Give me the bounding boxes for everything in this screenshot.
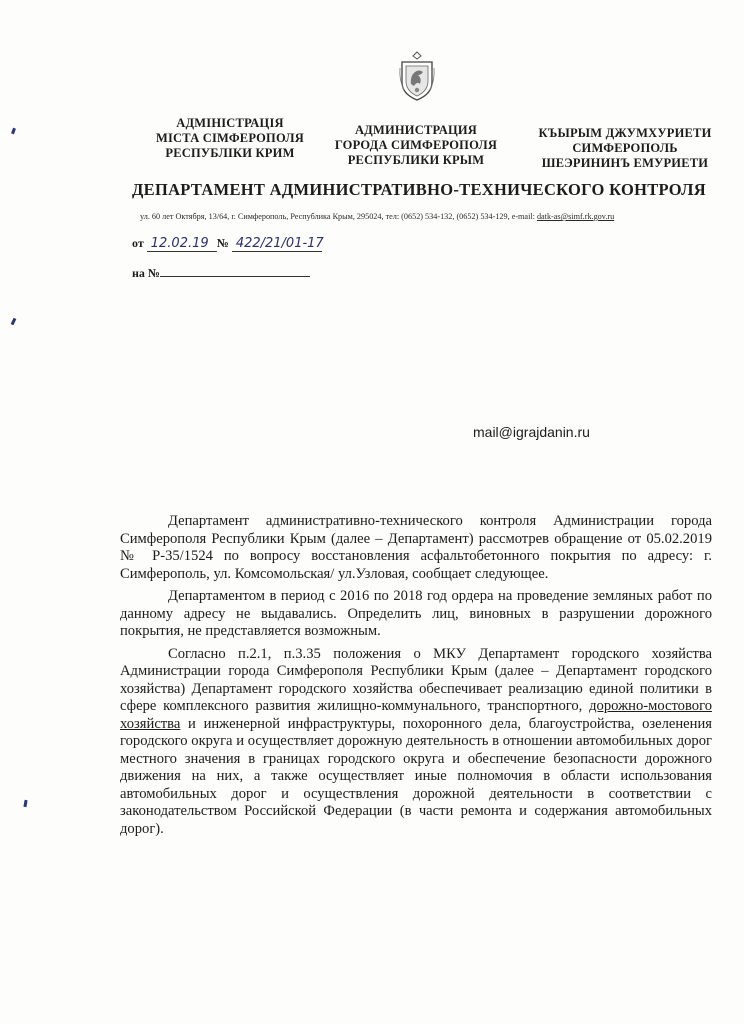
ink-mark xyxy=(23,800,27,807)
department-address xyxy=(140,212,720,221)
header-ua-line: РЕСПУБЛІКИ КРИМ xyxy=(165,146,295,160)
underlined-phrase: дорожно-мостового хозяйства xyxy=(120,698,712,732)
header-crh-line: СИМФЕРОПОЛЬ xyxy=(572,141,678,155)
paragraph-1: Департамент административно-технического контроля Администрации города Симферополя Республики Крым (далее – Департамент) рассмотрев обращение от 05.02.2019 № Р-35/1524 по вопросу восстановления асфальтобетонного покрытия по адресу: г. Симферополь, ул. Комсомольская/ ул.Узловая, сообщает следующее. xyxy=(120,513,712,582)
header-crimean-tatar xyxy=(530,126,720,171)
header-ru-line: РЕСПУБЛИКИ КРЫМ xyxy=(347,153,485,167)
address-text: ул. 60 лет Октября, 13/64, г. Симферополь, Республика Крым, 295024, тел: (0652) 534-132, (0652) 534-129, e-mail: xyxy=(140,212,537,221)
paragraph-3-end: и инженерной инфраструктуры, похоронного дела, благоустройства, озеленения городского округа и осуществляет дорожную деятельность в отношении автомобильных дорог местного значения в границах городского округа и обеспечение безопасности дорожного движения на них, а также осуществляет иные полномочия в области использования автомобильных дорог и осуществления дорожной деятельности в соответствии с законодательством Российской Федерации (в части ремонта и содержания автомобильных дорог). xyxy=(120,715,712,837)
to-label: на № xyxy=(132,266,160,280)
header-ru-line: ГОРОДА СИМФЕРОПОЛЯ xyxy=(334,138,498,152)
header-crh-line: ШЕЭРИНИНЪ ЕМУРИЕТИ xyxy=(541,156,709,170)
header-russian xyxy=(318,123,514,168)
ink-mark xyxy=(11,318,17,326)
header-ua-line: АДМІНІСТРАЦІЯ xyxy=(176,116,284,130)
handwritten-date: 12.02.19 xyxy=(147,236,217,252)
incoming-reference xyxy=(132,266,310,281)
department-email: datk-as@simf.rk.gov.ru xyxy=(536,212,615,221)
paragraph-2: Департаментом в период с 2016 по 2018 год ордера на проведение земляных работ по данному адресу не выдавались. Определить лиц, виновных в разрушении дорожного покрытия, не представляется возможным. xyxy=(120,588,712,639)
header-crh-line: КЪЫРЫМ ДЖУМХУРИЕТИ xyxy=(538,126,712,140)
from-label: от xyxy=(132,236,144,250)
header-ua-line: МІСТА СІМФЕРОПОЛЯ xyxy=(155,131,304,145)
recipient-email: mail@igrajdanin.ru xyxy=(473,424,590,440)
handwritten-number: 422/21/01-17 xyxy=(232,236,322,252)
paragraph-3-start: Согласно п.2.1, п.3.35 положения о МКУ Департамент городского хозяйства Администрации города Симферополя Республики Крым (далее – Департамент городского хозяйства) Департамент городского хозяйства обеспечивает реализацию единой политики в сфере комплексного развития жилищно-коммунального, транспортного, xyxy=(120,645,712,714)
number-label: № xyxy=(216,236,229,250)
header-ukrainian xyxy=(150,116,310,161)
coat-of-arms-icon xyxy=(398,50,436,102)
outgoing-registration xyxy=(132,236,322,252)
blank-line xyxy=(160,266,310,277)
header-ru-line: АДМИНИСТРАЦИЯ xyxy=(354,123,478,137)
ink-mark xyxy=(11,128,16,135)
letter-body xyxy=(120,513,712,843)
department-title: ДЕПАРТАМЕНТ АДМИНИСТРАТИВНО-ТЕХНИЧЕСКОГО КОНТРОЛЯ xyxy=(132,180,706,199)
paragraph-3 xyxy=(120,646,712,839)
